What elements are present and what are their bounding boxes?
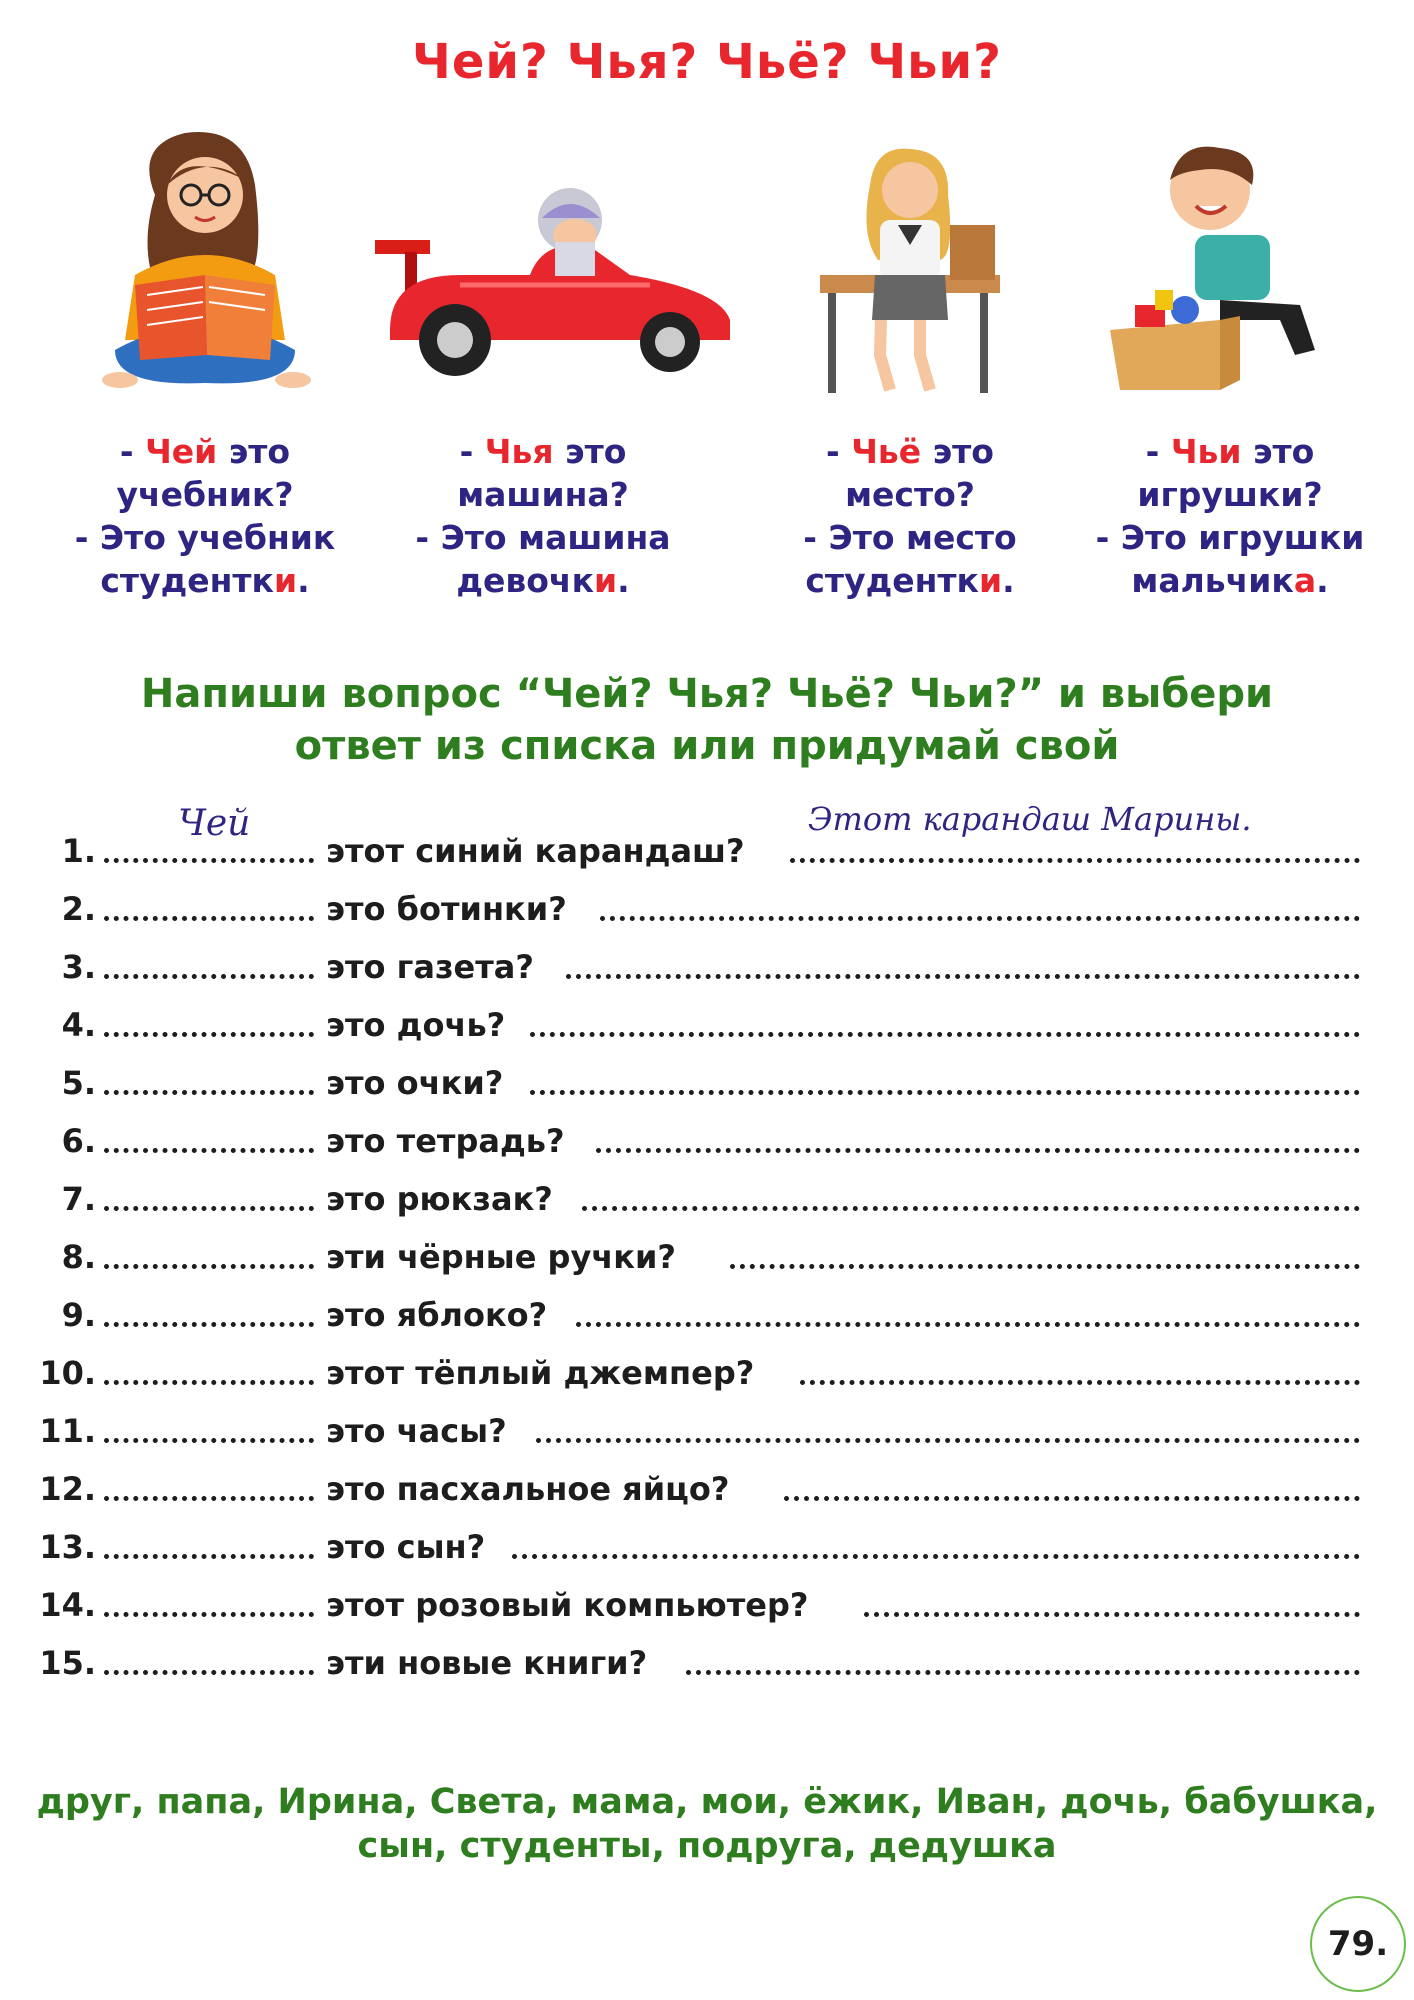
exercise-row	[0, 1108, 1414, 1166]
question-word-blank[interactable]	[104, 1322, 314, 1327]
answer-dot: .	[1002, 561, 1015, 600]
exercise-row	[0, 1572, 1414, 1630]
girl-at-desk-illustration	[820, 145, 1000, 395]
example-question-line2: машина?	[457, 475, 629, 514]
question-text: это часы?	[326, 1412, 507, 1450]
task-line-1: Напиши вопрос “Чей? Чья? Чьё? Чьи?” и выбери	[140, 671, 1274, 717]
boy-with-toys-illustration	[1100, 140, 1330, 390]
answer-dot: .	[617, 561, 630, 600]
example-question: - Чей это	[119, 432, 291, 471]
answer-dot: .	[297, 561, 310, 600]
item-number: 12.	[39, 1470, 96, 1508]
handwritten-question-word: Чей	[178, 803, 251, 844]
exercise-row	[0, 1630, 1414, 1688]
example-caption-2	[398, 430, 688, 602]
answer-ending: и	[978, 561, 1003, 600]
answer-blank[interactable]	[530, 1032, 1360, 1037]
answer-blank[interactable]	[790, 858, 1360, 863]
question-word-blank[interactable]	[104, 858, 314, 863]
example-question: - Чьи это	[1145, 432, 1315, 471]
example-caption-1	[60, 430, 350, 602]
question-word-blank[interactable]	[104, 1206, 314, 1211]
example-answer-line2	[60, 559, 350, 602]
example-answer: - Это место	[803, 518, 1017, 557]
exercise-row	[0, 1398, 1414, 1456]
item-number: 5.	[61, 1064, 96, 1102]
handwritten-answer: Этот карандаш Марины.	[808, 800, 1252, 838]
answer-blank[interactable]	[596, 1148, 1360, 1153]
answer-blank[interactable]	[582, 1206, 1360, 1211]
example-caption-4	[1070, 430, 1390, 602]
example-question-line2: место?	[845, 475, 975, 514]
question-text: это рюкзак?	[326, 1180, 553, 1218]
question-text: это яблоко?	[326, 1296, 548, 1334]
answer-blank[interactable]	[730, 1264, 1360, 1269]
question-word: Чьи	[1170, 432, 1242, 471]
answer-stem: студентк	[100, 561, 274, 600]
answer-blank[interactable]	[530, 1090, 1360, 1095]
item-number: 4.	[61, 1006, 96, 1044]
question-rest: это	[1241, 432, 1315, 471]
example-question-line2: игрушки?	[1137, 475, 1323, 514]
question-rest: это	[217, 432, 291, 471]
answer-dot: .	[1316, 561, 1329, 600]
word-bank-line-1: друг, папа, Ирина, Света, мама, мои, ёжик, Иван, дочь, бабушка,	[36, 1782, 1378, 1822]
page-title: Чей? Чья? Чьё? Чьи?	[412, 34, 1002, 90]
example-answer: - Это машина	[415, 518, 671, 557]
item-number: 7.	[61, 1180, 96, 1218]
question-word-blank[interactable]	[104, 1670, 314, 1675]
item-number: 14.	[39, 1586, 96, 1624]
question-word-blank[interactable]	[104, 916, 314, 921]
question-word: Чьё	[851, 432, 922, 471]
question-word-blank[interactable]	[104, 1090, 314, 1095]
item-number: 3.	[61, 948, 96, 986]
question-text: это ботинки?	[326, 890, 567, 928]
exercise-row	[0, 1340, 1414, 1398]
item-number: 15.	[39, 1644, 96, 1682]
example-question-line2: учебник?	[116, 475, 294, 514]
page-number: 79.	[1310, 1896, 1406, 1992]
question-word: Чья	[484, 432, 554, 471]
question-word-blank[interactable]	[104, 1496, 314, 1501]
answer-blank[interactable]	[864, 1612, 1360, 1617]
question-text: этот тёплый джемпер?	[326, 1354, 755, 1392]
answer-blank[interactable]	[686, 1670, 1360, 1675]
task-instruction	[0, 668, 1414, 772]
item-number: 1.	[61, 832, 96, 870]
exercise-row	[0, 992, 1414, 1050]
question-text: это очки?	[326, 1064, 504, 1102]
item-number: 9.	[61, 1296, 96, 1334]
question-word-blank[interactable]	[104, 1264, 314, 1269]
item-number: 8.	[61, 1238, 96, 1276]
item-number: 13.	[39, 1528, 96, 1566]
answer-blank[interactable]	[536, 1438, 1360, 1443]
exercise-row	[0, 1166, 1414, 1224]
question-text: это газета?	[326, 948, 534, 986]
question-rest: это	[553, 432, 627, 471]
exercise-row	[0, 934, 1414, 992]
question-word-blank[interactable]	[104, 1148, 314, 1153]
example-question: - Чья это	[459, 432, 627, 471]
exercise-row	[0, 1514, 1414, 1572]
question-text: этот розовый компьютер?	[326, 1586, 809, 1624]
answer-ending: и	[273, 561, 298, 600]
exercise-row	[0, 1456, 1414, 1514]
item-number: 11.	[39, 1412, 96, 1450]
example-answer-line2	[760, 559, 1060, 602]
example-answer-line2	[1070, 559, 1390, 602]
question-word-blank[interactable]	[104, 1438, 314, 1443]
answer-blank[interactable]	[576, 1322, 1360, 1327]
example-caption-3	[760, 430, 1060, 602]
race-car-illustration	[370, 180, 740, 380]
answer-stem: мальчик	[1131, 561, 1294, 600]
question-word-blank[interactable]	[104, 974, 314, 979]
word-bank	[0, 1780, 1414, 1868]
item-number: 2.	[61, 890, 96, 928]
question-word-blank[interactable]	[104, 1554, 314, 1559]
answer-blank[interactable]	[784, 1496, 1360, 1501]
item-number: 10.	[39, 1354, 96, 1392]
answer-ending: а	[1293, 561, 1317, 600]
question-text: эти новые книги?	[326, 1644, 648, 1682]
question-text: это сын?	[326, 1528, 486, 1566]
question-text: этот синий карандаш?	[326, 832, 745, 870]
word-bank-line-2: сын, студенты, подруга, дедушка	[357, 1826, 1057, 1866]
exercise-row	[0, 1050, 1414, 1108]
question-word: Чей	[145, 432, 218, 471]
question-text: это дочь?	[326, 1006, 506, 1044]
task-line-2: ответ из списка или придумай свой	[294, 723, 1120, 769]
exercise-row	[0, 876, 1414, 934]
example-answer-line2	[398, 559, 688, 602]
answer-blank[interactable]	[512, 1554, 1360, 1559]
answer-stem: девочк	[456, 561, 594, 600]
answer-blank[interactable]	[800, 1380, 1360, 1385]
answer-stem: студентк	[805, 561, 979, 600]
exercise-row	[0, 1224, 1414, 1282]
example-answer: - Это игрушки	[1095, 518, 1365, 557]
answer-ending: и	[593, 561, 618, 600]
girl-reading-illustration	[95, 125, 315, 395]
example-answer: - Это учебник	[74, 518, 336, 557]
question-word-blank[interactable]	[104, 1612, 314, 1617]
example-question: - Чьё это	[826, 432, 994, 471]
question-text: это тетрадь?	[326, 1122, 565, 1160]
question-text: эти чёрные ручки?	[326, 1238, 676, 1276]
question-rest: это	[921, 432, 994, 471]
exercise-row	[0, 1282, 1414, 1340]
item-number: 6.	[61, 1122, 96, 1160]
question-word-blank[interactable]	[104, 1380, 314, 1385]
question-word-blank[interactable]	[104, 1032, 314, 1037]
answer-blank[interactable]	[600, 916, 1360, 921]
answer-blank[interactable]	[566, 974, 1360, 979]
question-text: это пасхальное яйцо?	[326, 1470, 730, 1508]
